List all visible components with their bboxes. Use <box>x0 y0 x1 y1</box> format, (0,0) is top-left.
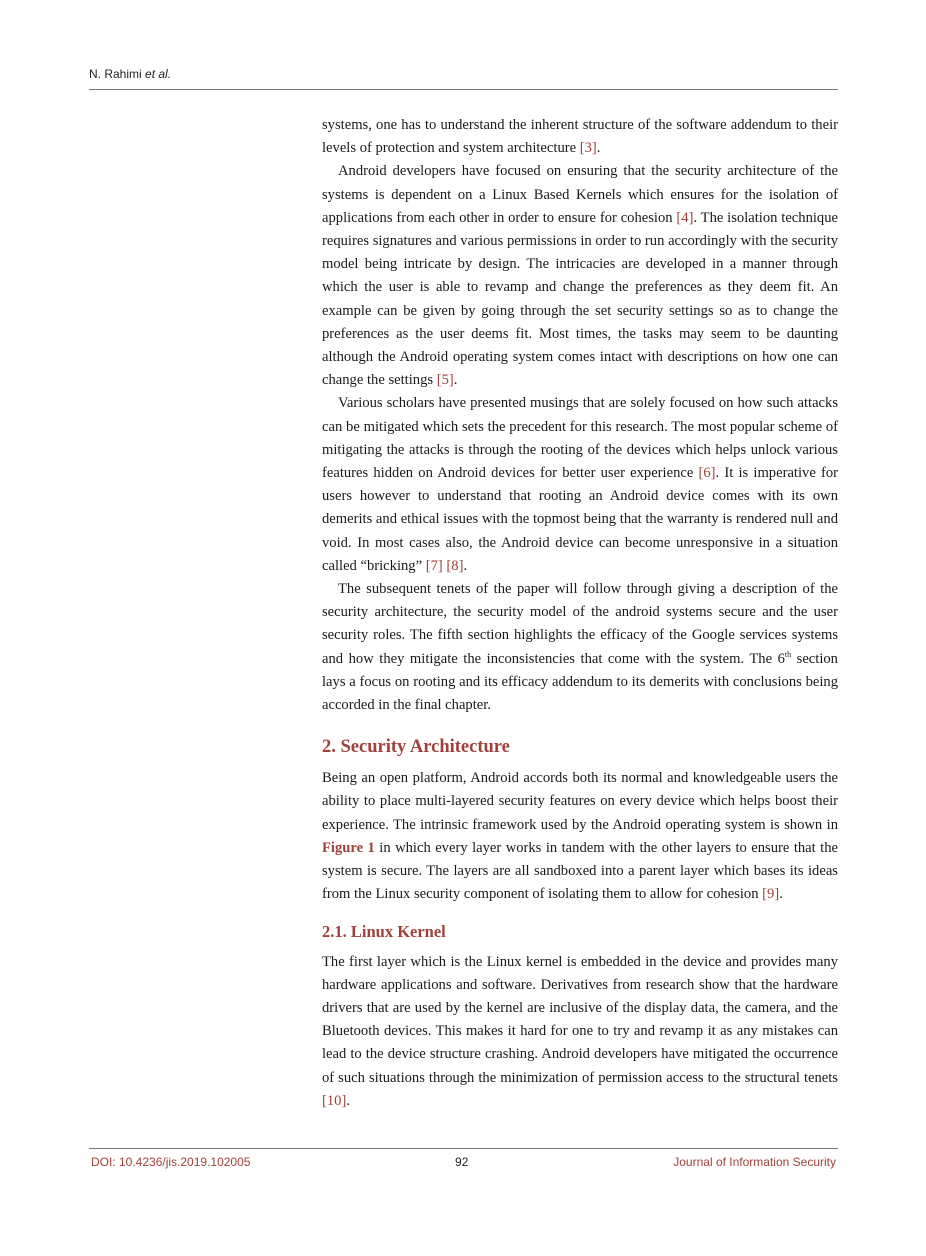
paragraph-3 <box>322 392 838 578</box>
page-number: 92 <box>455 1155 469 1169</box>
paragraph-text: Various scholars have presented musings that are solely focused on how such attacks can be mitigated which sets the precedent for this research. The most popular scheme of mitigating the attacks is through the rooting of the devices which helps unlock various features hidden on Android devices for better user experience <box>322 395 838 482</box>
paragraph-text: section lays a focus on rooting and its efficacy addendum to its demerits with conclusions being accorded in the final chapter. <box>322 650 838 714</box>
section-heading: 2. Security Architecture <box>322 737 510 758</box>
header-et-al: et al. <box>145 67 172 81</box>
footer-doi[interactable]: DOI: 10.4236/jis.2019.102005 <box>91 1155 251 1169</box>
paragraph-5 <box>322 767 838 906</box>
paragraph-text: Android developers have focused on ensuring that the security architecture of the systems is dependent on a Linux Based Kernels which ensures for the isolation of applications from each other in order to ensure for cohesion <box>322 163 838 226</box>
paragraph-text: . The isolation technique requires signatures and various permissions in order to run accordingly with the security model being intricate by design. The intricacies are developed in a manner through which the user is able to revamp and change the preferences as they deem fit. An example can be given by going through the set security settings so as to change the preferences as the user deems fit. Most times, the tasks may seem to be daunting although the Android operating system comes intact with descriptions on how one can change the settings <box>322 209 839 389</box>
citation-link[interactable]: [3] <box>579 140 597 157</box>
paragraph-text: The subsequent tenets of the paper will follow through giving a description of the security architecture, the security model of the android systems secure and the user security roles. The fifth section highlights the efficacy of the Google services systems and how they mitigate the inconsistencies that come with the system. The 6 <box>322 581 838 667</box>
paragraph-text: The first layer which is the Linux kernel is embedded in the device and provides many hardware applications and software. Derivatives from research show that the hardware drivers that are used by the kernel are inclusive of the display data, the camera, and the Bluetooth devices. This makes it hard for one to try and revamp it as any mistakes can lead to the device structure crashing. Android developers have mitigated the occurrence of such situations through the minimization of permission access to the structural tenets <box>322 953 838 1086</box>
citation-link[interactable]: [7] <box>425 557 443 574</box>
footer-rule <box>89 1148 838 1149</box>
paragraph-text: . It is imperative for users however to understand that rooting an Android device comes with its own demerits and ethical issues with the topmost being that the warranty is rendered null and void. In most cases also, the Android device can become unresponsive in a situation called “bricking” <box>322 465 839 574</box>
paragraph-text: Being an open platform, Android accords both its normal and knowledgeable users the ability to place multi-layered security features on every device which helps boost their experience. The intrinsic framework used by the Android operating system is shown in <box>322 770 838 833</box>
body-column <box>322 114 838 1113</box>
paragraph-text: . <box>346 1092 350 1109</box>
citation-link[interactable]: [5] <box>436 372 454 389</box>
paragraph-text: systems, one has to understand the inherent structure of the software addendum to their levels of protection and system architecture <box>322 117 838 157</box>
footer-journal[interactable]: Journal of Information Security <box>673 1155 836 1169</box>
running-head <box>89 67 171 81</box>
subsection-heading: 2.1. Linux Kernel <box>322 921 446 941</box>
paragraph-1 <box>322 114 838 160</box>
header-author: N. Rahimi <box>89 67 142 81</box>
paragraph-text: . <box>453 372 458 389</box>
citation-link[interactable]: [8] <box>446 557 464 574</box>
paragraph-4 <box>322 578 838 717</box>
paragraph-text: in which every layer works in tandem with the other layers to ensure that the system is secure. The layers are all sandboxed into a parent layer which bases its ideas from the Linux security component of isolating them to allow for cohesion <box>322 839 838 903</box>
citation-link[interactable]: [6] <box>698 465 716 482</box>
paragraph-text: . <box>463 557 468 574</box>
header-rule <box>89 89 838 90</box>
citation-link[interactable]: [10] <box>322 1092 347 1109</box>
superscript: th <box>784 649 792 659</box>
paragraph-text: . <box>596 140 601 157</box>
citation-link[interactable]: [9] <box>762 886 780 903</box>
figure-link[interactable]: Figure 1 <box>322 839 375 856</box>
citation-link[interactable]: [4] <box>676 209 694 226</box>
paragraph-text: . <box>779 886 783 903</box>
paragraph-2 <box>322 160 838 392</box>
paragraph-6 <box>322 951 838 1113</box>
